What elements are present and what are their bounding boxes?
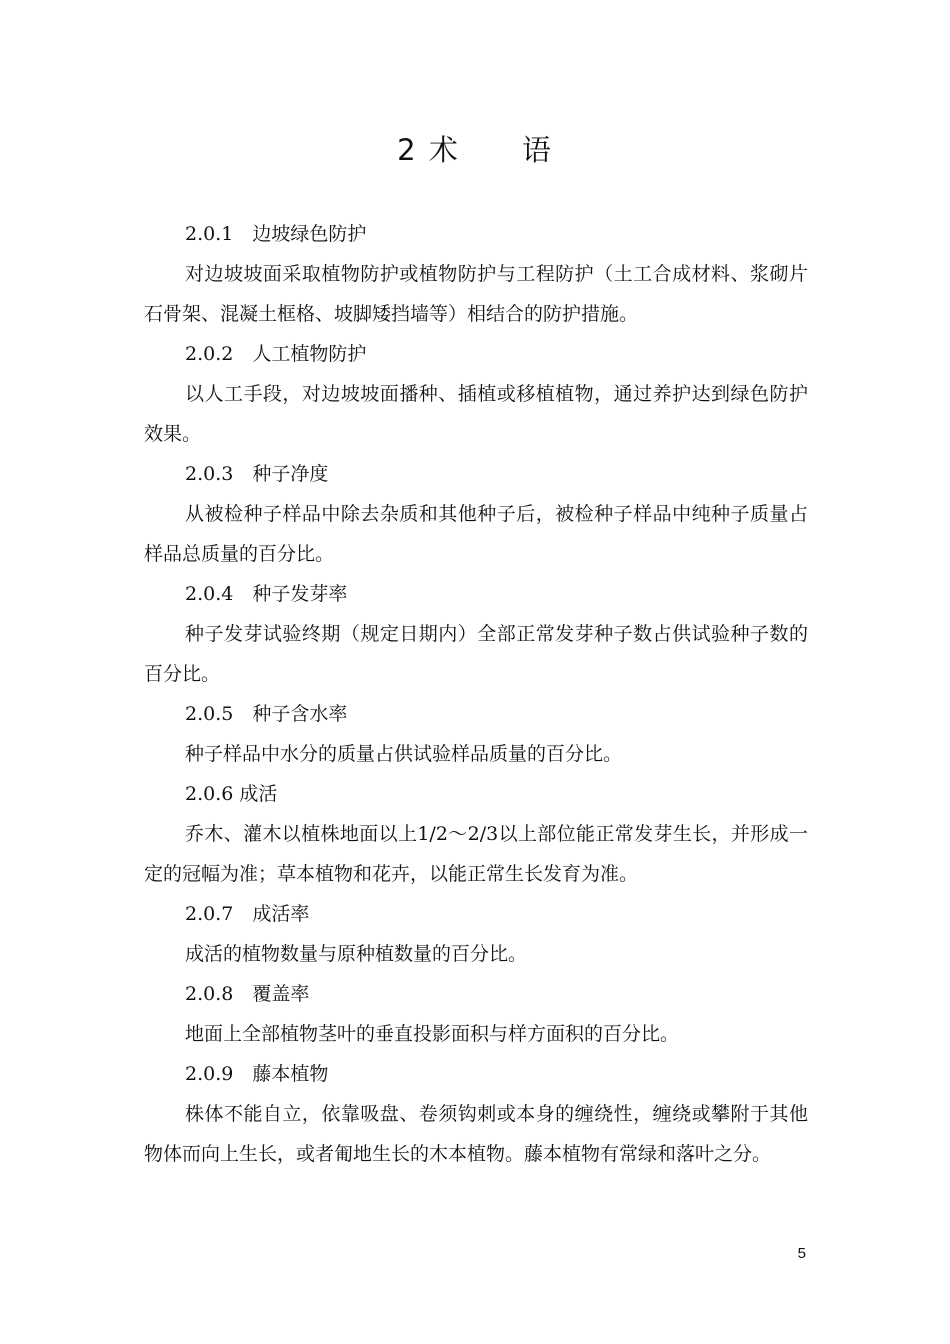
term-heading: 2.0.5 种子含水率 (185, 703, 348, 725)
term-definition: 种子发芽试验终期（规定日期内）全部正常发芽种子数占供试验种子数的百分比。 (144, 623, 808, 685)
term-heading: 2.0.6 成活 (185, 783, 278, 805)
term-heading: 2.0.4 种子发芽率 (185, 583, 348, 605)
term-definition: 乔木、灌木以植株地面以上1/2～2/3以上部位能正常发芽生长，并形成一定的冠幅为准；草本植物和花卉，以能正常生长发育为准。 (144, 823, 808, 885)
page-number: 5 (797, 1245, 806, 1262)
term-heading: 2.0.8 覆盖率 (185, 983, 310, 1005)
term-definition: 株体不能自立，依靠吸盘、卷须钩刺或本身的缠绕性，缠绕或攀附于其他物体而向上生长，或者匍地生长的木本植物。藤本植物有常绿和落叶之分。 (144, 1103, 808, 1165)
term-heading: 2.0.2 人工植物防护 (185, 343, 367, 365)
term-heading: 2.0.7 成活率 (185, 903, 310, 925)
chapter-title: 2 术 语 (397, 133, 553, 167)
term-heading: 2.0.9 藤本植物 (185, 1063, 329, 1085)
term-definition: 对边坡坡面采取植物防护或植物防护与工程防护（土工合成材料、浆砌片石骨架、混凝土框格、坡脚矮挡墙等）相结合的防护措施。 (144, 263, 808, 325)
term-definition: 从被检种子样品中除去杂质和其他种子后，被检种子样品中纯种子质量占样品总质量的百分比。 (144, 503, 808, 565)
term-definition: 地面上全部植物茎叶的垂直投影面积与样方面积的百分比。 (185, 1023, 680, 1045)
term-heading: 2.0.1 边坡绿色防护 (185, 223, 367, 245)
term-definition: 成活的植物数量与原种植数量的百分比。 (185, 943, 528, 965)
term-heading: 2.0.3 种子净度 (185, 463, 329, 485)
term-definition: 以人工手段，对边坡坡面播种、插植或移植植物，通过养护达到绿色防护效果。 (144, 383, 808, 445)
terms-list (144, 214, 808, 1174)
term-definition: 种子样品中水分的质量占供试验样品质量的百分比。 (185, 743, 623, 765)
